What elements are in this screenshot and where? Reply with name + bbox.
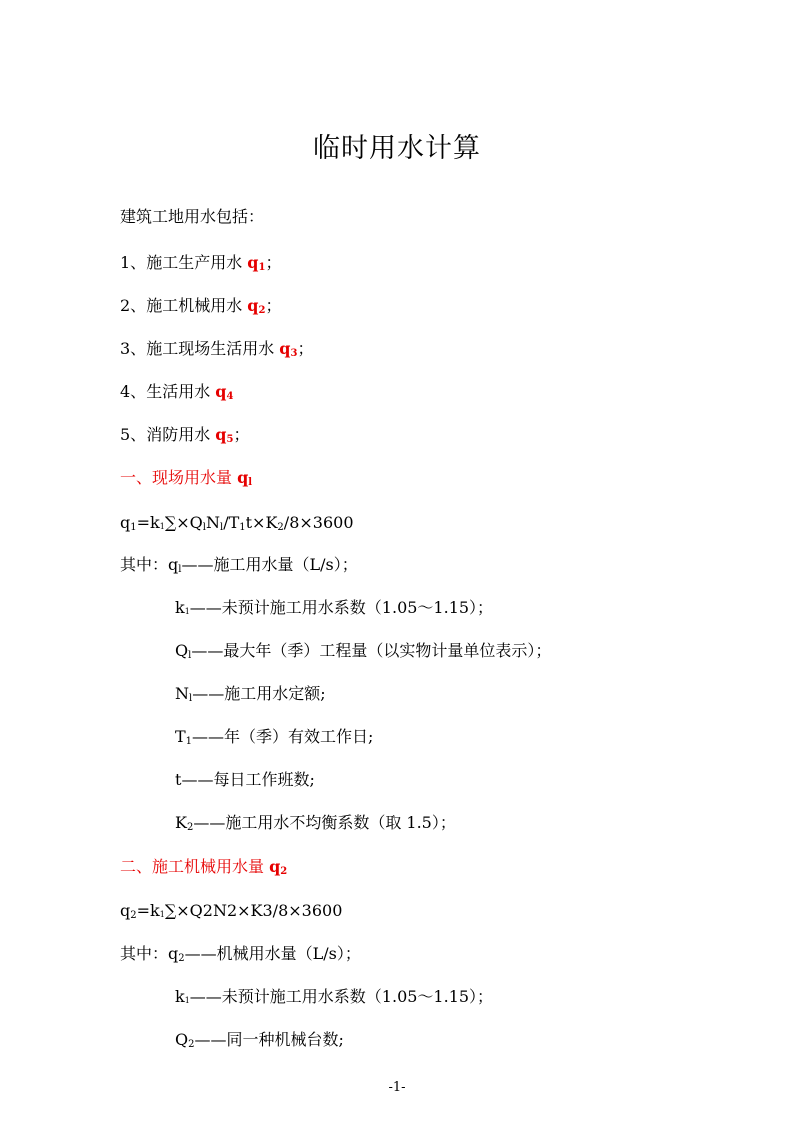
definition-line: t——每日工作班数; [175, 770, 315, 789]
page-title: 临时用水计算 [313, 133, 481, 164]
list-item: 3、施工现场生活用水 $q_3$； [120, 339, 314, 359]
list-item: 1、施工生产用水 $q_1$； [120, 253, 282, 273]
definition-line: $k_1——$未预计施工用水系数（1.05～1.15）； [175, 598, 494, 617]
definition-line: $T_1——$年（季）有效工作日; [175, 727, 374, 747]
definition-line: 其中：$q_l——$施工用水量（L/s）； [120, 555, 358, 575]
section-heading: 一、现场用水量 $q_l$ [120, 468, 253, 488]
list-item: 2、施工机械用水 $q_2$； [120, 296, 282, 316]
list-item: 5、消防用水 $q_5$； [120, 425, 250, 445]
definition-line: $N_l——$施工用水定额; [175, 684, 326, 704]
formula: $q_2=k_1\sum\times Q2N2\times K3/8\times 3600$ [120, 901, 343, 921]
section-heading: 二、施工机械用水量 $q_2$ [120, 857, 288, 877]
list-item: 4、生活用水 $q_4$ [120, 382, 234, 402]
definition-line: $Q_l——$最大年（季）工程量（以实物计量单位表示）； [175, 641, 552, 661]
intro-text: 建筑工地用水包括： [120, 207, 265, 226]
page-number: -1- [388, 1080, 406, 1095]
formula: $q_1=k_1\sum\times Q_lN_l/T_1t\times K_2/8\times 3600$ [120, 513, 354, 533]
definition-line: $Q_2——$同一种机械台数; [175, 1030, 344, 1050]
definition-line: $K_2——$施工用水不均衡系数（取 1.5）； [175, 813, 456, 833]
definition-line: 其中：$q_2——$机械用水量（L/s）； [120, 944, 361, 964]
definition-line: $k_1——$未预计施工用水系数（1.05～1.15）； [175, 987, 494, 1006]
